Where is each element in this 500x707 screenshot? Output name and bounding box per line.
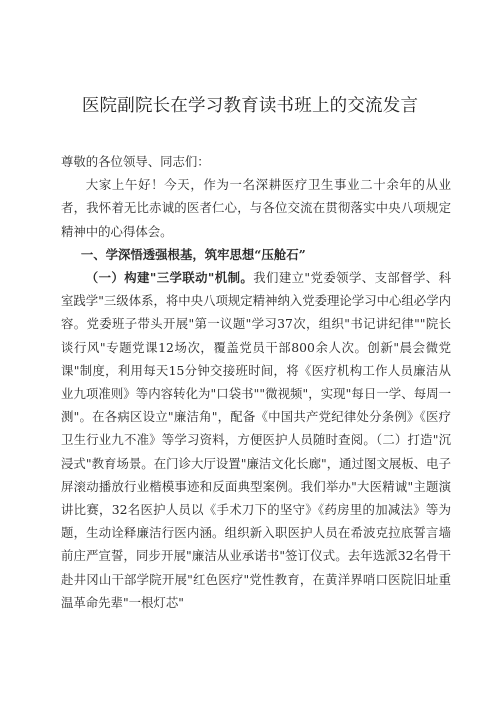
document-body bbox=[61, 150, 451, 614]
section-paragraph bbox=[61, 266, 451, 614]
document-title: 医院副院长在学习教育读书班上的交流发言 bbox=[81, 96, 419, 116]
subsection-body: 我们建立"党委领学、支部督学、科室践学"三级体系，将中央八项规定精神纳入党委理论学习中心组必学内容。党委班子带头开展"第一议题"学习37次，组织"书记讲纪律""院长谈行风"专题党课12场次，覆盖党员干部800余人次。创新"晨会微党课"制度，利用每天15分钟交接班时间，将《医疗机构工作人员廉洁从业九项准则》等内容转化为"口袋书""微视频"，实现"每日一学、每周一测"。在各病区设立"廉洁角"，配备《中国共产党纪律处分条例》《医疗卫生行业九不准》等学习资料，方便医护人员随时查阅。（二）打造"沉浸式"教育场景。在门诊大厅设置"廉洁文化长廊"，通过图文展板、电子屏滚动播放行业楷模事迹和反面典型案例。我们举办"大医精诚"主题演讲比赛，32名医护人员以《手术刀下的坚守》《药房里的加减法》等为题，生动诠释廉洁行医内涵。组织新入职医护人员在希波克拉底誓言墙前庄严宣誓，同步开展"廉洁从业承诺书"签订仪式。去年选派32名骨干赴井冈山干部学院开展"红色医疗"党性教育，在黄洋界哨口医院旧址重温革命先辈"一根灯芯" bbox=[61, 270, 451, 610]
section-heading: 一、学深悟透强根基，筑牢思想“压舱石” bbox=[80, 246, 306, 262]
intro-paragraph: 大家上午好！今天，作为一名深耕医疗卫生事业二十余年的从业者，我怀着无比赤诚的医者仁心，与各位交流在贯彻落实中央八项规定精神中的心得体会。 bbox=[61, 177, 451, 239]
salutation: 尊敬的各位领导、同志们： bbox=[61, 154, 210, 169]
subsection-heading: （一）构建"三学联动"机制。 bbox=[85, 270, 254, 286]
